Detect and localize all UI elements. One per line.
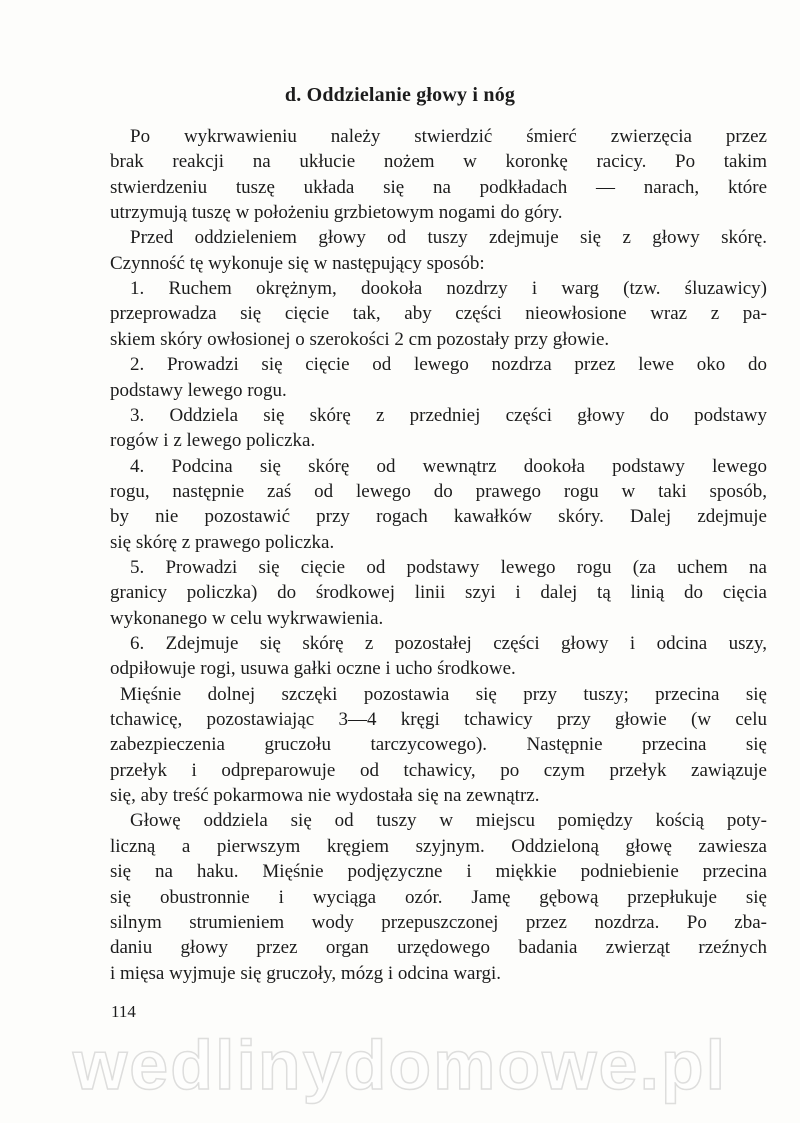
text-line: stwierdzeniu tuszę układa się na podkładach — narach, które — [110, 176, 767, 198]
text-line: Mięśnie dolnej szczęki pozostawia się przy tuszy; przecina się — [120, 683, 767, 705]
text-line: rogu, następnie zaś od lewego do prawego rogu w taki sposób, — [110, 480, 767, 502]
text-line: utrzymują tuszę w położeniu grzbietowym nogami do góry. — [110, 202, 563, 224]
text-line: wykonanego w celu wykrwawienia. — [110, 607, 384, 629]
text-line: się obustronnie i wyciąga ozór. Jamę gębową przepłukuje się — [110, 886, 767, 908]
text-line: odpiłowuje rogi, usuwa gałki oczne i ucho środkowe. — [110, 658, 516, 680]
text-line: Głowę oddziela się od tuszy w miejscu pomiędzy kością poty- — [130, 810, 767, 832]
text-line: się na haku. Mięśnie podjęzyczne i miękkie podniebienie przecina — [110, 861, 767, 883]
text-line: Po wykrwawieniu należy stwierdzić śmierć zwierzęcia przez — [130, 126, 767, 147]
text-line: daniu głowy przez organ urzędowego badania zwierząt rzeźnych — [110, 937, 767, 959]
watermark-bottom: wedlinydomowe.pl — [72, 1026, 728, 1104]
text-line: Przed oddzieleniem głowy od tuszy zdejmuje się z głowy skórę. — [130, 227, 767, 249]
text-line: skiem skóry owłosionej o szerokości 2 cm pozostały przy głowie. — [110, 328, 610, 350]
text-line: przeprowadza się cięcie tak, aby części nieowłosione wraz z pa- — [110, 303, 767, 325]
section-heading: d. Oddzielanie głowy i nóg — [284, 84, 516, 106]
text-line: 4. Podcina się skórę od wewnątrz dookoła podstawy lewego — [130, 455, 767, 477]
text-line: liczną a pierwszym kręgiem szyjnym. Oddzieloną głowę zawiesza — [110, 835, 767, 857]
text-line: i mięsa wyjmuje się gruczoły, mózg i odcina wargi. — [110, 962, 501, 984]
text-line: rogów i z lewego policzka. — [110, 430, 316, 452]
text-line: granicy policzka) do środkowej linii szyi i dalej tą linią do cięcia — [110, 582, 767, 604]
text-line: 6. Zdejmuje się skórę z pozostałej części głowy i odcina uszy, — [130, 633, 767, 654]
text-line: podstawy lewego rogu. — [110, 379, 287, 401]
text-line: się skórę z prawego policzka. — [110, 531, 335, 553]
text-line: się, aby treść pokarmowa nie wydostała się na zewnątrz. — [110, 785, 540, 807]
text-line: zabezpieczenia gruczołu tarczycowego). Następnie przecina się — [110, 734, 767, 756]
text-line: Czynność tę wykonuje się w następujący sposób: — [110, 252, 485, 274]
text-line: przełyk i odpreparowuje od tchawicy, po czym przełyk zawiązuje — [110, 759, 767, 781]
text-line: 5. Prowadzi się cięcie od podstawy lewego rogu (za uchem na — [130, 556, 767, 578]
text-line: silnym strumieniem wody przepuszczonej przez nozdrza. Po zba- — [110, 911, 767, 933]
text-line: tchawicę, pozostawiając 3—4 kręgi tchawicy przy głowie (w celu — [110, 709, 767, 731]
text-line: brak reakcji na ukłucie nożem w koronkę racicy. Po takim — [110, 151, 767, 173]
text-line: 2. Prowadzi się cięcie od lewego nozdrza przez lewe oko do — [130, 354, 767, 376]
text-line: by nie pozostawić przy rogach kawałków skóry. Dalej zdejmuje — [110, 506, 767, 528]
text-line: 1. Ruchem okrężnym, dookoła nozdrzy i warg (tzw. śluzawicy) — [130, 278, 767, 300]
text-line: 3. Oddziela się skórę z przedniej części głowy do podstawy — [130, 404, 767, 426]
page-number: 114 — [111, 1002, 136, 1021]
